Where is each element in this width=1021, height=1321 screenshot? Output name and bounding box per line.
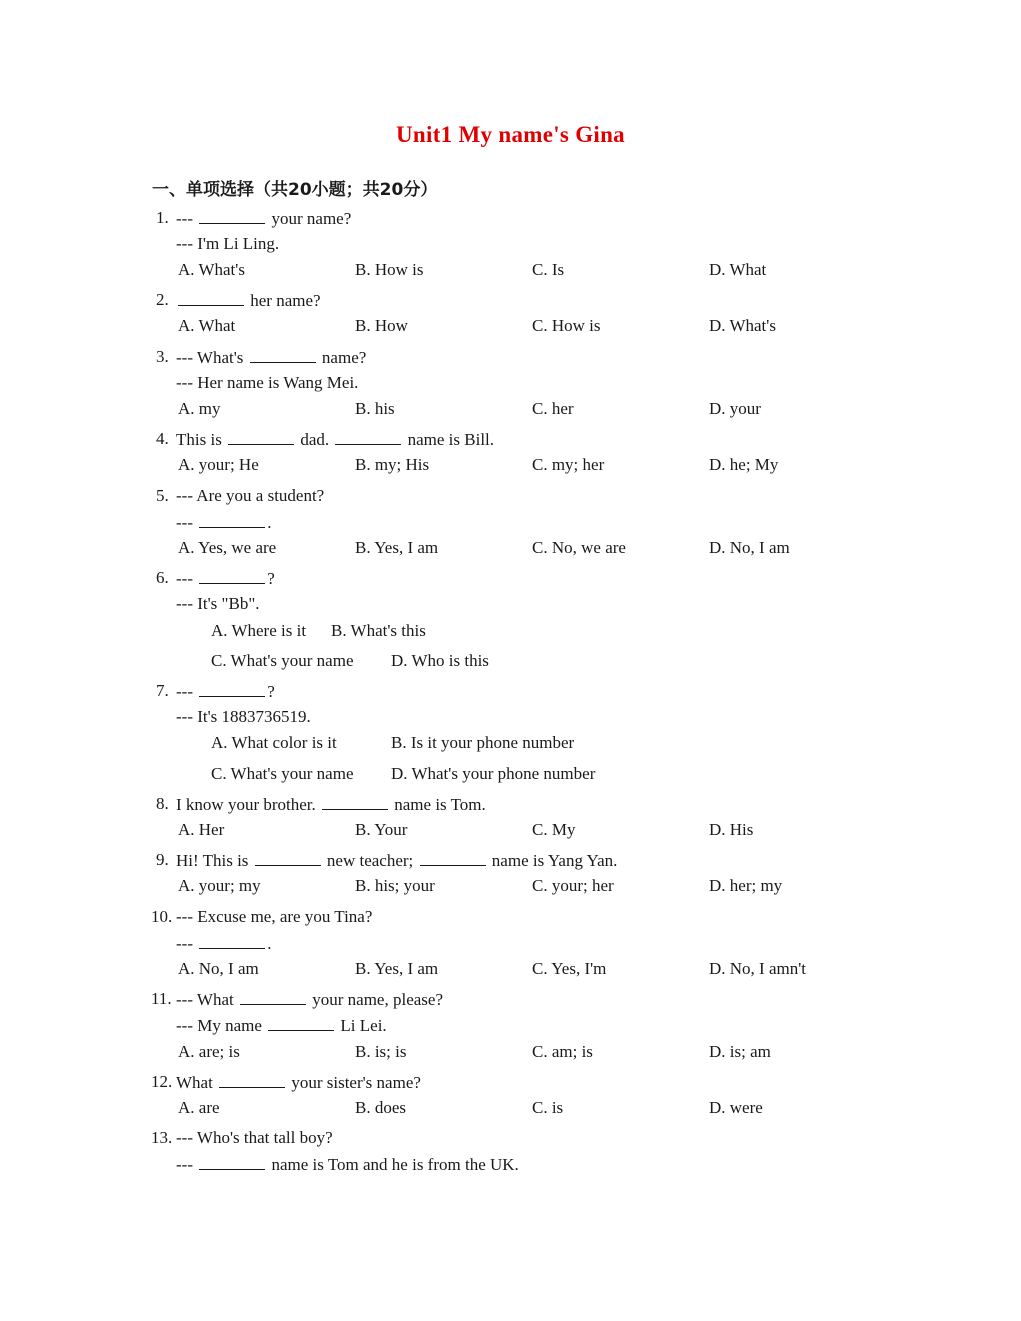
question-text: --- Who's that tall boy? [176, 1128, 333, 1147]
section-heading: 一、单项选择（共20小题；共20分） [152, 180, 438, 200]
question-text: --- Her name is Wang Mei. [176, 373, 359, 392]
answer-option: D. her; my [709, 876, 783, 895]
question-number: 7. [156, 681, 169, 700]
answer-option: A. Yes, we are [178, 538, 277, 557]
question-number: 2. [156, 290, 169, 309]
answer-option: C. Is [532, 260, 565, 279]
answer-option: A. your; He [178, 455, 259, 474]
answer-option: A. What [178, 316, 236, 335]
answer-blank [199, 1153, 265, 1170]
question-text: --- I'm Li Ling. [176, 234, 280, 253]
answer-blank [199, 567, 265, 584]
answer-option: D. What's your phone number [391, 764, 596, 783]
answer-blank [335, 428, 401, 445]
answer-option: B. is; is [355, 1042, 407, 1061]
answer-option: D. What [709, 260, 767, 279]
answer-option: B. How is [355, 260, 424, 279]
answer-option: B. What's this [331, 621, 426, 640]
answer-option: B. Your [355, 820, 408, 839]
question-number: 13. [151, 1128, 173, 1147]
answer-blank [255, 849, 321, 866]
question-number: 8. [156, 794, 169, 813]
answer-option: B. Yes, I am [355, 538, 439, 557]
answer-option: A. are [178, 1098, 220, 1117]
answer-option: B. How [355, 316, 408, 335]
question-text: --- ? [176, 569, 275, 588]
answer-blank [219, 1071, 285, 1088]
question-text: --- your name? [176, 209, 352, 228]
answer-option: B. Is it your phone number [391, 733, 575, 752]
answer-option: D. No, I amn't [709, 959, 807, 978]
answer-option: B. his; your [355, 876, 435, 895]
question-text: --- ? [176, 682, 275, 701]
answer-blank [420, 849, 486, 866]
question-text: --- It's "Bb". [176, 594, 260, 613]
question-text: --- My name Li Lei. [176, 1016, 387, 1035]
question-text: I know your brother. name is Tom. [176, 795, 486, 814]
answer-option: C. her [532, 399, 574, 418]
question-text: --- It's 1883736519. [176, 707, 311, 726]
answer-option: B. does [355, 1098, 406, 1117]
answer-option: C. my; her [532, 455, 605, 474]
answer-option: C. What's your name [211, 651, 354, 670]
question-text: --- Excuse me, are you Tina? [176, 907, 373, 926]
answer-option: D. your [709, 399, 761, 418]
answer-blank [240, 988, 306, 1005]
question-text: Hi! This is new teacher; name is Yang Yan. [176, 851, 618, 870]
answer-option: A. What's [178, 260, 245, 279]
answer-option: A. No, I am [178, 959, 259, 978]
answer-option: A. your; my [178, 876, 261, 895]
answer-option: C. What's your name [211, 764, 354, 783]
question-text: --- name is Tom and he is from the UK. [176, 1155, 519, 1174]
answer-option: C. Yes, I'm [532, 959, 607, 978]
answer-option: D. he; My [709, 455, 779, 474]
answer-option: A. my [178, 399, 221, 418]
answer-option: D. His [709, 820, 754, 839]
question-number: 6. [156, 568, 169, 587]
question-text: --- What's name? [176, 348, 367, 367]
answer-option: C. How is [532, 316, 601, 335]
question-number: 10. [151, 907, 173, 926]
question-text: --- . [176, 934, 272, 953]
question-text: This is dad. name is Bill. [176, 430, 495, 449]
answer-blank [268, 1014, 334, 1031]
question-text: her name? [176, 289, 321, 312]
answer-option: D. What's [709, 316, 776, 335]
question-number: 12. [151, 1072, 173, 1091]
answer-option: D. is; am [709, 1042, 771, 1061]
question-text: --- Are you a student? [176, 486, 325, 505]
answer-option: B. his [355, 399, 395, 418]
answer-option: D. No, I am [709, 538, 790, 557]
answer-blank [199, 511, 265, 528]
answer-blank [199, 932, 265, 949]
answer-option: C. No, we are [532, 538, 626, 557]
answer-option: A. Her [178, 820, 225, 839]
answer-option: D. Who is this [391, 651, 489, 670]
question-number: 1. [156, 208, 169, 227]
answer-option: B. my; His [355, 455, 430, 474]
question-number: 5. [156, 486, 169, 505]
question-text: What your sister's name? [176, 1073, 421, 1092]
answer-option: A. are; is [178, 1042, 240, 1061]
question-text: --- What your name, please? [176, 990, 443, 1009]
answer-option: B. Yes, I am [355, 959, 439, 978]
answer-blank [228, 428, 294, 445]
page-title: Unit1 My name's Gina [396, 122, 625, 147]
answer-option: C. My [532, 820, 576, 839]
answer-option: A. What color is it [211, 733, 337, 752]
answer-blank [250, 346, 316, 363]
answer-blank [178, 289, 244, 306]
answer-blank [199, 680, 265, 697]
answer-option: C. am; is [532, 1042, 593, 1061]
question-number: 9. [156, 850, 169, 869]
question-number: 3. [156, 347, 169, 366]
question-number: 11. [151, 989, 172, 1008]
answer-blank [322, 793, 388, 810]
answer-blank [199, 207, 265, 224]
answer-option: C. is [532, 1098, 564, 1117]
answer-option: D. were [709, 1098, 763, 1117]
answer-option: C. your; her [532, 876, 614, 895]
question-number: 4. [156, 429, 169, 448]
question-text: --- . [176, 513, 272, 532]
answer-option: A. Where is it [211, 621, 307, 640]
